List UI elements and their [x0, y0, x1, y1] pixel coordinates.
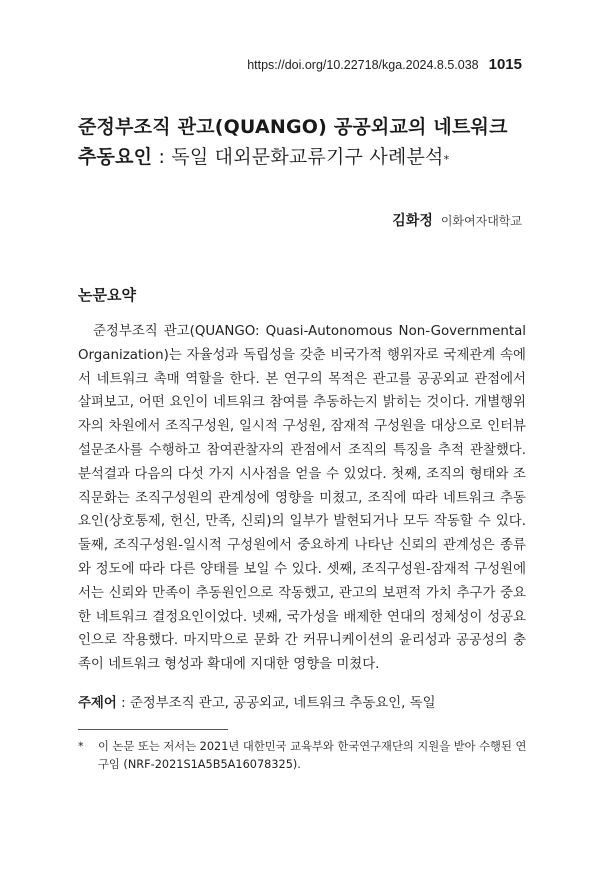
- author-block: [392, 210, 522, 230]
- footnote-text: 이 논문 또는 저서는 2021년 대한민국 교육부와 한국연구재단의 지원을 받아 수행된 연구임 (NRF-2021S1A5B5A16078325).: [98, 740, 527, 771]
- page-number: 1015: [488, 56, 522, 73]
- keywords-label: 주제어: [78, 696, 117, 711]
- keywords-separator: :: [116, 696, 130, 711]
- keywords-list: 준정부조직 관고, 공공외교, 네트워크 추동요인, 독일: [129, 696, 436, 711]
- footnote-marker: *: [78, 740, 84, 753]
- abstract-paragraph: 준정부조직 관고(QUANGO: Quasi-Autonomous Non-Governmental Organization)는 자율성과 독립성을 갖춘 비국가적 행위자로 국제관계 속에서 네트워크 촉매 역할을 한다. 본 연구의 목적은 관고를 공공외교 관점에서 살펴보고, 어떤 요인이 네트워크 참여를 추동하는지 밝히는 것이다. 개별행위자의 차원에서 조직구성원, 일시적 구성원, 잠재적 구성원을 대상으로 인터뷰 설문조사를 수행하고 참여관찰자의 관점에서 조직의 특징을 추적 관찰했다. 분석결과 다음의 다섯 가지 시사점을 얻을 수 있었다. 첫째, 조직의 형태와 조직문화는 조직구성원의 관계성에 영향을 미쳤고, 조직에 따라 네트워크 추동요인(상호통제, 헌신, 만족, 신뢰)의 일부가 발현되거나 모두 작동할 수 있다. 둘째, 조직구성원-일시적 구성원에서 중요하게 나타난 신뢰의 관계성은 종류와 정도에 따라 다른 양태를 보일 수 있다. 셋째, 조직구성원-잠재적 구성원에서는 신뢰와 만족이 추동원인으로 작동했고, 관고의 보편적 가치 추구가 중요한 네트워크 결정요인이었다. 넷째, 국가성을 배제한 연대의 정체성이 성공요인으로 작용했다. 마지막으로 문화 간 커뮤니케이션의 윤리성과 공공성의 충족이 네트워크 형성과 확대에 지대한 영향을 미쳤다.: [78, 324, 526, 673]
- footnote: [78, 738, 533, 774]
- title-line-1: 준정부조직 관고(QUANGO) 공공외교의 네트워크: [78, 116, 508, 138]
- title-line-2: [78, 142, 538, 175]
- paper-title: [78, 112, 538, 175]
- page-header: [247, 56, 522, 73]
- subtitle: 독일 대외문화교류기구 사례분석: [171, 146, 444, 168]
- keywords-line: [78, 692, 526, 711]
- author-affiliation: 이화여자대학교: [440, 214, 522, 228]
- abstract-body: [78, 320, 526, 677]
- title-footnote-marker: *: [443, 153, 450, 166]
- abstract-heading: 논문요약: [78, 286, 136, 304]
- doi-link[interactable]: https://doi.org/10.22718/kga.2024.8.5.038: [247, 58, 479, 72]
- footnote-divider: [78, 729, 228, 730]
- author-name: 김화정: [392, 213, 433, 229]
- title-separator: :: [152, 146, 172, 168]
- title-line-2-bold: 추동요인: [78, 146, 153, 168]
